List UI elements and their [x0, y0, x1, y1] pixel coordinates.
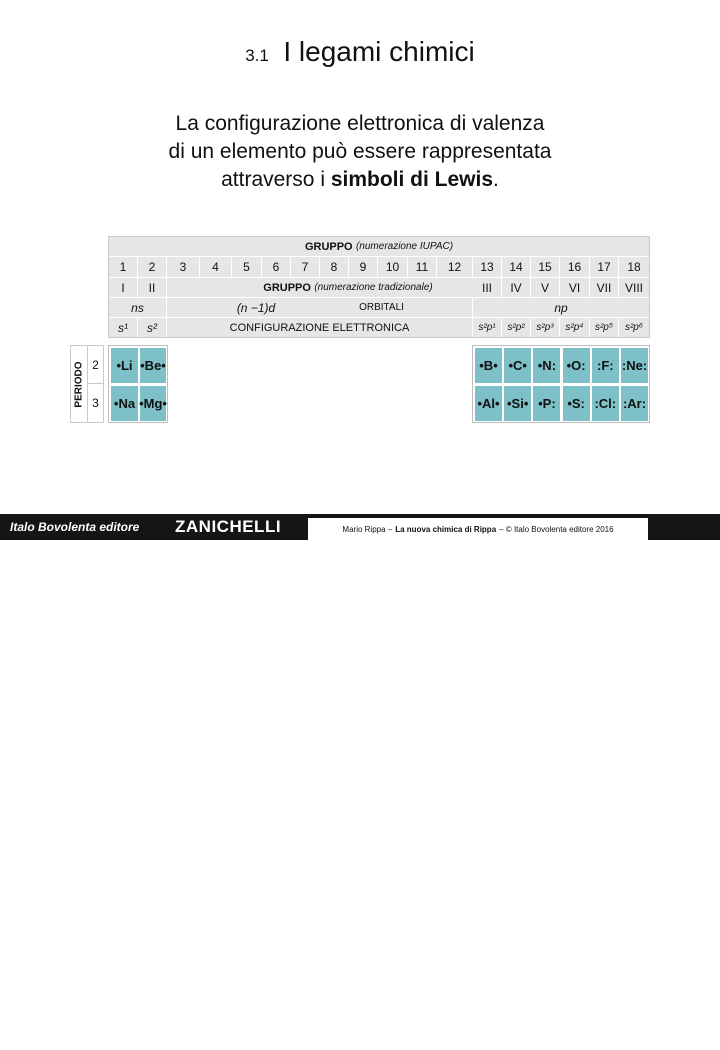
lewis-n: •N:	[532, 347, 561, 384]
lewis-al: •Al•	[474, 385, 503, 422]
config-right-2: s²p³	[531, 318, 560, 337]
config-right-4: s²p⁵	[590, 318, 619, 337]
intro-line-3-pre: attraverso i	[221, 168, 331, 191]
config-row	[109, 318, 649, 337]
lewis-ne: :Ne:	[620, 347, 649, 384]
group-17: 17	[590, 257, 619, 277]
config-left-1: s²	[138, 318, 167, 337]
publisher-name: Italo Bovolenta editore	[10, 520, 140, 534]
lewis-o: •O:	[562, 347, 591, 384]
group-8: 8	[320, 257, 349, 277]
periodic-table-header	[108, 236, 650, 338]
group-2: 2	[138, 257, 167, 277]
lewis-li: •Li	[110, 347, 139, 384]
lewis-s: •S:	[562, 385, 591, 422]
period-label-box	[70, 345, 104, 423]
lewis-cl: :Cl:	[591, 385, 620, 422]
lewis-b: •B•	[474, 347, 503, 384]
trad-group-III: III	[473, 278, 502, 297]
config-right-3: s²p⁴	[560, 318, 590, 337]
config-right-5: s²p⁶	[624, 322, 644, 333]
title-text: I legami chimici	[283, 36, 475, 67]
lewis-right-group	[472, 345, 650, 423]
period-label: PERIODO	[73, 360, 85, 408]
trad-group-IV: IV	[502, 278, 531, 297]
orbital-label: ORBITALI	[291, 298, 473, 317]
intro-text	[100, 110, 620, 194]
lewis-left-group	[108, 345, 168, 423]
page-number: 8	[695, 1034, 703, 1046]
trad-group-II: II	[138, 278, 167, 297]
group-18: 18	[627, 260, 641, 274]
group-7: 7	[291, 257, 320, 277]
intro-line-1: La configurazione elettronica di valenza	[175, 112, 545, 135]
group-10: 10	[378, 257, 408, 277]
gruppo-label: GRUPPO	[304, 240, 353, 253]
trad-group-VIII: VIII	[624, 280, 643, 295]
orbital-ns: ns	[109, 298, 167, 317]
trad-label: (numerazione tradizionale)	[314, 282, 433, 293]
group-9: 9	[349, 257, 378, 277]
iupac-numbers-row	[109, 257, 649, 278]
lewis-ar: :Ar:	[620, 385, 649, 422]
lewis-p: •P:	[532, 385, 561, 422]
iupac-label: (numerazione IUPAC)	[355, 241, 454, 252]
lewis-si: •Si•	[503, 385, 532, 422]
credit-book: La nuova chimica di Rippa	[395, 524, 497, 534]
group-1: 1	[109, 257, 138, 277]
group-12: 12	[437, 257, 473, 277]
lewis-c: •C•	[503, 347, 532, 384]
lewis-mg: •Mg•	[139, 385, 167, 422]
trad-group-VI: VI	[560, 278, 590, 297]
group-14: 14	[502, 257, 531, 277]
config-left-0: s¹	[109, 318, 138, 337]
credit-post: – © Italo Bovolenta editore 2016	[499, 524, 614, 534]
lewis-keyword: simboli di Lewis	[330, 168, 494, 191]
config-right-0: s²p¹	[473, 318, 502, 337]
group-11: 11	[408, 257, 437, 277]
trad-group-I: I	[109, 278, 138, 297]
intro-line-2: di un elemento può essere rappresentata	[168, 140, 552, 163]
config-label: CONFIGURAZIONE ELETTRONICA	[167, 318, 473, 337]
trad-group-VII: VII	[590, 278, 619, 297]
credit-pre: Mario Rippa –	[342, 524, 393, 534]
group-5: 5	[232, 257, 262, 277]
intro-line-3-post: .	[493, 168, 499, 191]
config-right-1: s²p²	[502, 318, 531, 337]
credit-line	[308, 518, 648, 540]
group-16: 16	[560, 257, 590, 277]
orbitals-row	[109, 298, 649, 318]
traditional-row	[109, 278, 649, 298]
intro-line-3	[100, 166, 620, 194]
orbital-np: np	[554, 300, 568, 315]
iupac-header-row	[109, 237, 649, 257]
period-3: 3	[87, 384, 103, 422]
lewis-na: •Na	[110, 385, 139, 422]
group-3: 3	[167, 257, 200, 277]
period-2: 2	[87, 346, 103, 384]
group-15: 15	[531, 257, 560, 277]
slide-title	[0, 36, 720, 68]
lewis-f: :F:	[591, 347, 620, 384]
group-6: 6	[262, 257, 291, 277]
gruppo-label-2: GRUPPO	[263, 281, 311, 294]
group-13: 13	[473, 257, 502, 277]
brand-logo: ZANICHELLI	[175, 517, 282, 536]
lewis-be: •Be•	[139, 347, 167, 384]
trad-group-V: V	[531, 278, 560, 297]
group-4: 4	[200, 257, 232, 277]
orbital-nd: (n −1)d	[236, 300, 276, 315]
section-number: 3.1	[245, 46, 269, 65]
